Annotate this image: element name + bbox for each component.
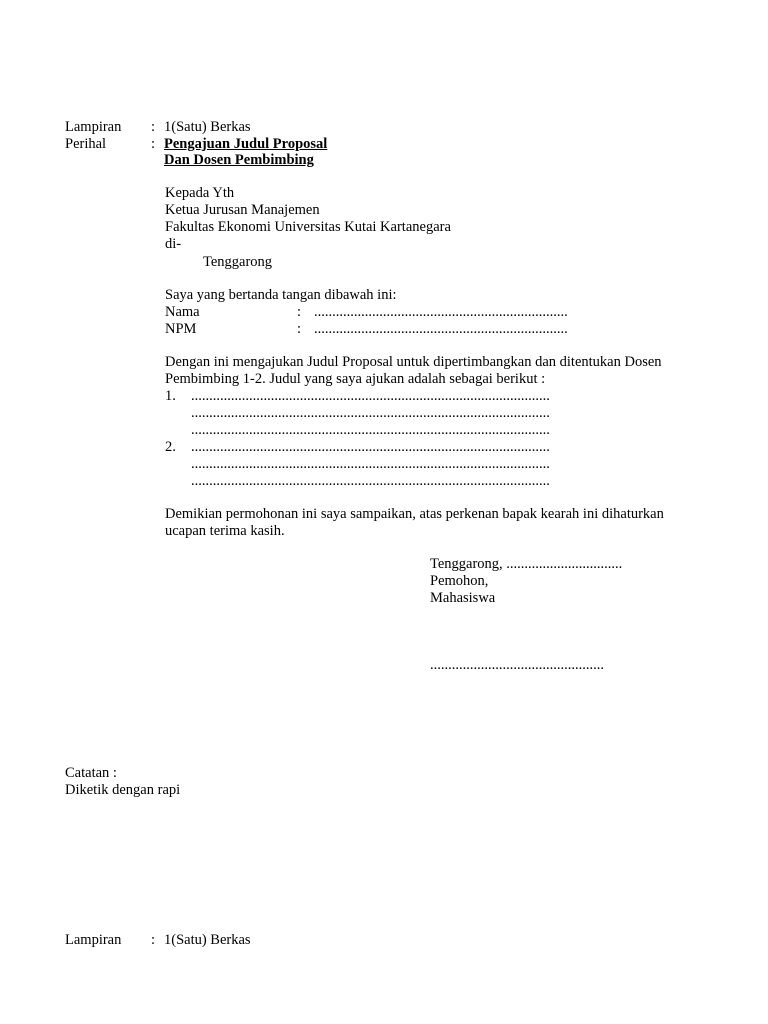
item-number: 1. <box>165 388 176 404</box>
lampiran-colon: : <box>151 119 156 135</box>
item-dots-line: ................................................................................................... <box>191 473 550 489</box>
nama-label: Nama <box>165 304 200 320</box>
recipient-line2: Ketua Jurusan Manajemen <box>165 202 320 218</box>
next-lampiran-value: 1(Satu) Berkas <box>164 932 251 948</box>
item-dots-line: ................................................................................................... <box>191 456 550 472</box>
recipient-line4: di- <box>165 236 182 252</box>
recipient-line3: Fakultas Ekonomi Universitas Kutai Kartanegara <box>165 219 451 235</box>
note-text: Diketik dengan rapi <box>65 782 181 798</box>
note-label: Catatan : <box>65 765 117 781</box>
signature-name-dots: ................................................ <box>430 657 604 673</box>
item-dots-line: ................................................................................................... <box>191 405 550 421</box>
identity-intro: Saya yang bertanda tangan dibawah ini: <box>165 287 397 303</box>
npm-label: NPM <box>165 321 197 337</box>
item-dots-line: ................................................................................................... <box>191 422 550 438</box>
closing-line1: Demikian permohonan ini saya sampaikan, atas perkenan bapak kearah ini dihaturkan <box>165 506 664 522</box>
npm-colon: : <box>297 321 302 337</box>
recipient-line1: Kepada Yth <box>165 185 235 201</box>
nama-dots: ...................................................................... <box>314 304 568 320</box>
item-dots-line: ................................................................................................... <box>191 388 550 404</box>
lampiran-label: Lampiran <box>65 119 122 135</box>
lampiran-value: 1(Satu) Berkas <box>164 119 251 135</box>
item-dots-line: ................................................................................................... <box>191 439 550 455</box>
next-lampiran-label: Lampiran <box>65 932 122 948</box>
closing-line2: ucapan terima kasih. <box>165 523 285 539</box>
npm-dots: ...................................................................... <box>314 321 568 337</box>
perihal-colon: : <box>151 136 156 152</box>
signature-place-date: Tenggarong, ................................ <box>430 556 623 572</box>
signature-role2: Mahasiswa <box>430 590 496 606</box>
next-lampiran-colon: : <box>151 932 156 948</box>
signature-role1: Pemohon, <box>430 573 489 589</box>
perihal-line1: Pengajuan Judul Proposal <box>164 136 328 152</box>
recipient-city: Tenggarong <box>203 254 273 270</box>
perihal-label: Perihal <box>65 136 107 152</box>
perihal-line2: Dan Dosen Pembimbing <box>164 152 314 168</box>
nama-colon: : <box>297 304 302 320</box>
body-para-line2: Pembimbing 1-2. Judul yang saya ajukan adalah sebagai berikut : <box>165 371 546 387</box>
body-para-line1: Dengan ini mengajukan Judul Proposal untuk dipertimbangkan dan ditentukan Dosen <box>165 354 662 370</box>
item-number: 2. <box>165 439 176 455</box>
